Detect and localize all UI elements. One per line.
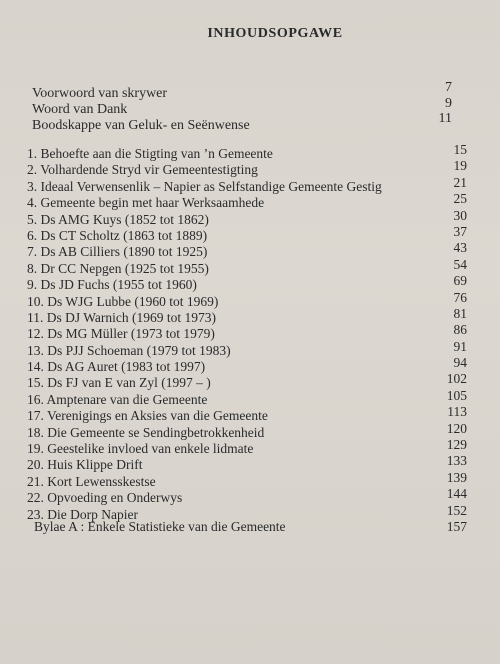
entry-page: 157 bbox=[446, 518, 467, 534]
entry-page: 30 bbox=[453, 207, 467, 223]
entry-page: 19 bbox=[453, 158, 467, 174]
entry-label: 2. Volhardende Stryd vir Gemeentestigting bbox=[27, 162, 258, 178]
list-item bbox=[27, 174, 467, 195]
list-item bbox=[27, 437, 467, 457]
entry-label: 5. Ds AMG Kuys (1852 tot 1862) bbox=[27, 211, 209, 227]
entry-label: 3. Ideaal Verwensenlik – Napier as Selfstandige Gemeente Gestig bbox=[27, 178, 382, 194]
list-item bbox=[27, 469, 467, 490]
entry-label: 6. Ds CT Scholtz (1863 tot 1889) bbox=[27, 227, 208, 243]
entry-label: Boodskappe van Geluk- en Seënwense bbox=[32, 118, 250, 133]
entry-page: 133 bbox=[446, 453, 467, 469]
list-item bbox=[32, 96, 452, 118]
list-item bbox=[27, 486, 467, 506]
entry-label: 23. Die Dorp Napier bbox=[27, 506, 138, 522]
entry-page: 15 bbox=[453, 142, 467, 157]
entry-page: 76 bbox=[453, 289, 467, 305]
entry-label: 4. Gemeente begin met haar Werksaamhede bbox=[27, 195, 265, 211]
entry-page: 102 bbox=[446, 371, 467, 387]
entry-page: 37 bbox=[453, 223, 467, 239]
entry-label: 11. Ds DJ Warnich (1969 tot 1973) bbox=[27, 309, 217, 325]
list-item bbox=[27, 338, 467, 359]
entry-page: 91 bbox=[453, 338, 467, 354]
entry-page: 54 bbox=[453, 256, 467, 272]
entry-label: 14. Ds AG Auret (1983 tot 1997) bbox=[27, 359, 206, 375]
list-item bbox=[27, 273, 467, 293]
entry-label: 16. Amptenare van die Gemeente bbox=[27, 391, 208, 407]
entry-page: 11 bbox=[438, 111, 452, 126]
list-item bbox=[27, 305, 467, 326]
list-item bbox=[27, 453, 467, 473]
entry-label: 1. Behoefte aan die Stigting van ’n Gemeente bbox=[27, 146, 273, 161]
list-item bbox=[27, 207, 467, 228]
entry-page: 25 bbox=[453, 191, 467, 207]
entry-page: 94 bbox=[453, 355, 467, 371]
list-item bbox=[27, 404, 467, 424]
entry-page: 86 bbox=[453, 322, 467, 338]
entry-label: Bylae A : Enkele Statistieke van die Gemeente bbox=[34, 518, 286, 534]
list-item bbox=[32, 111, 452, 134]
list-item bbox=[27, 158, 467, 178]
entry-label: 12. Ds MG Müller (1973 tot 1979) bbox=[27, 326, 215, 342]
entry-page: 113 bbox=[447, 404, 467, 420]
entry-label: 8. Dr CC Nepgen (1925 tot 1955) bbox=[27, 260, 209, 276]
entry-page: 120 bbox=[446, 420, 467, 436]
entry-label: 15. Ds FJ van E van Zyl (1997 – ) bbox=[27, 375, 211, 391]
list-item bbox=[27, 322, 467, 342]
entry-page: 152 bbox=[446, 502, 467, 518]
front-matter-list bbox=[32, 80, 452, 134]
entry-page: 7 bbox=[445, 80, 452, 95]
page-title: INHOUDSOPGAWE bbox=[207, 26, 343, 41]
entry-label: 18. Die Gemeente se Sendingbetrokkenheid bbox=[27, 424, 265, 440]
list-item bbox=[27, 420, 467, 441]
entry-label: Woord van Dank bbox=[32, 102, 128, 117]
entry-label: 10. Ds WJG Lubbe (1960 tot 1969) bbox=[27, 293, 219, 309]
entry-label: 9. Ds JD Fuchs (1955 tot 1960) bbox=[27, 277, 197, 293]
entry-label: 13. Ds PJJ Schoeman (1979 tot 1983) bbox=[27, 342, 231, 358]
list-item bbox=[27, 240, 467, 260]
list-item bbox=[27, 355, 467, 375]
entry-page: 43 bbox=[453, 240, 467, 256]
entry-page: 139 bbox=[446, 469, 467, 485]
list-item bbox=[27, 289, 467, 310]
entry-page: 81 bbox=[453, 305, 467, 321]
entry-label: 17. Verenigings en Aksies van die Gemeente bbox=[27, 408, 268, 424]
entry-page: 69 bbox=[453, 273, 467, 289]
list-item bbox=[27, 142, 467, 162]
entry-page: 129 bbox=[446, 437, 467, 453]
entry-label: 21. Kort Lewensskestse bbox=[27, 473, 156, 489]
list-item bbox=[27, 191, 467, 211]
list-item bbox=[27, 387, 467, 408]
entry-page: 144 bbox=[446, 486, 467, 502]
entry-label: 20. Huis Klippe Drift bbox=[27, 457, 143, 473]
list-item bbox=[32, 80, 452, 102]
list-item bbox=[27, 223, 467, 244]
list-item bbox=[27, 371, 467, 391]
chapter-list bbox=[27, 142, 467, 539]
entry-label: 19. Geestelike invloed van enkele lidmate bbox=[27, 441, 254, 457]
entry-label: 7. Ds AB Cilliers (1890 tot 1925) bbox=[27, 244, 208, 260]
annex-item bbox=[27, 518, 467, 539]
entry-page: 9 bbox=[445, 96, 452, 111]
list-item bbox=[27, 256, 467, 277]
entry-page: 105 bbox=[446, 387, 467, 403]
entry-label: Voorwoord van skrywer bbox=[32, 86, 168, 101]
entry-page: 21 bbox=[453, 174, 467, 190]
entry-label: 22. Opvoeding en Onderwys bbox=[27, 490, 183, 506]
